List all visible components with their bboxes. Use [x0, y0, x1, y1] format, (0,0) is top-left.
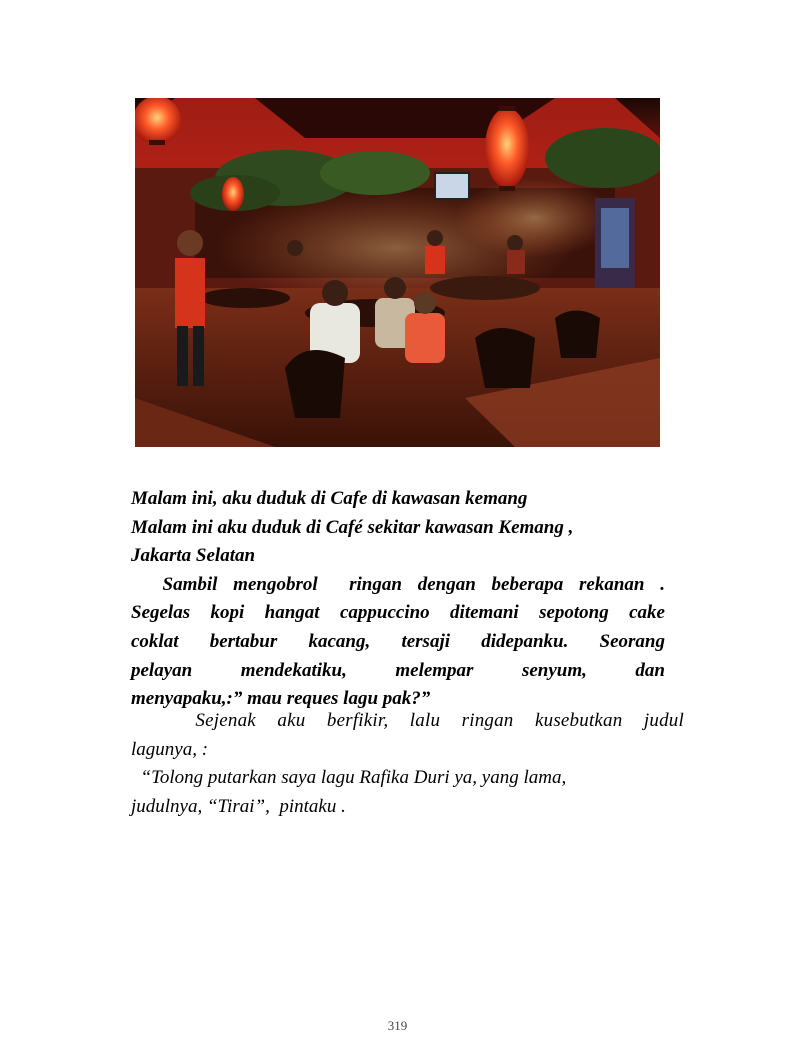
- text-line: “Tolong putarkan saya lagu Rafika Duri ya, yang lama,: [131, 767, 567, 789]
- text-line: Malam ini, aku duduk di Cafe di kawasan kemang: [131, 488, 528, 509]
- text-line: pelayan mendekatiku, melempar senyum, dan: [131, 659, 665, 681]
- cafe-photo: [135, 98, 660, 447]
- cafe-photo-icon: [135, 98, 660, 447]
- text-line: Sejenak aku berfikir, lalu ringan kusebutkan judul: [131, 710, 684, 731]
- text-line: menyapaku,:” mau reques lagu pak?”: [131, 688, 431, 710]
- text-line: Segelas kopi hangat cappuccino ditemani sepotong cake: [131, 602, 665, 624]
- text-line: Malam ini aku duduk di Café sekitar kawasan Kemang ,: [131, 516, 574, 538]
- page-number: 319: [387, 1018, 408, 1033]
- text-line: lagunya, :: [131, 738, 209, 760]
- text-line: coklat bertabur kacang, tersaji didepanku. Seorang: [131, 630, 665, 652]
- text-line: judulnya, “Tirai”, pintaku .: [131, 795, 346, 817]
- text-line: Sambil mengobrol ringan dengan beberapa rekanan .: [131, 573, 665, 595]
- paragraph-1: [131, 485, 665, 714]
- paragraph-2: [131, 707, 684, 821]
- text-line: Jakarta Selatan: [131, 545, 256, 567]
